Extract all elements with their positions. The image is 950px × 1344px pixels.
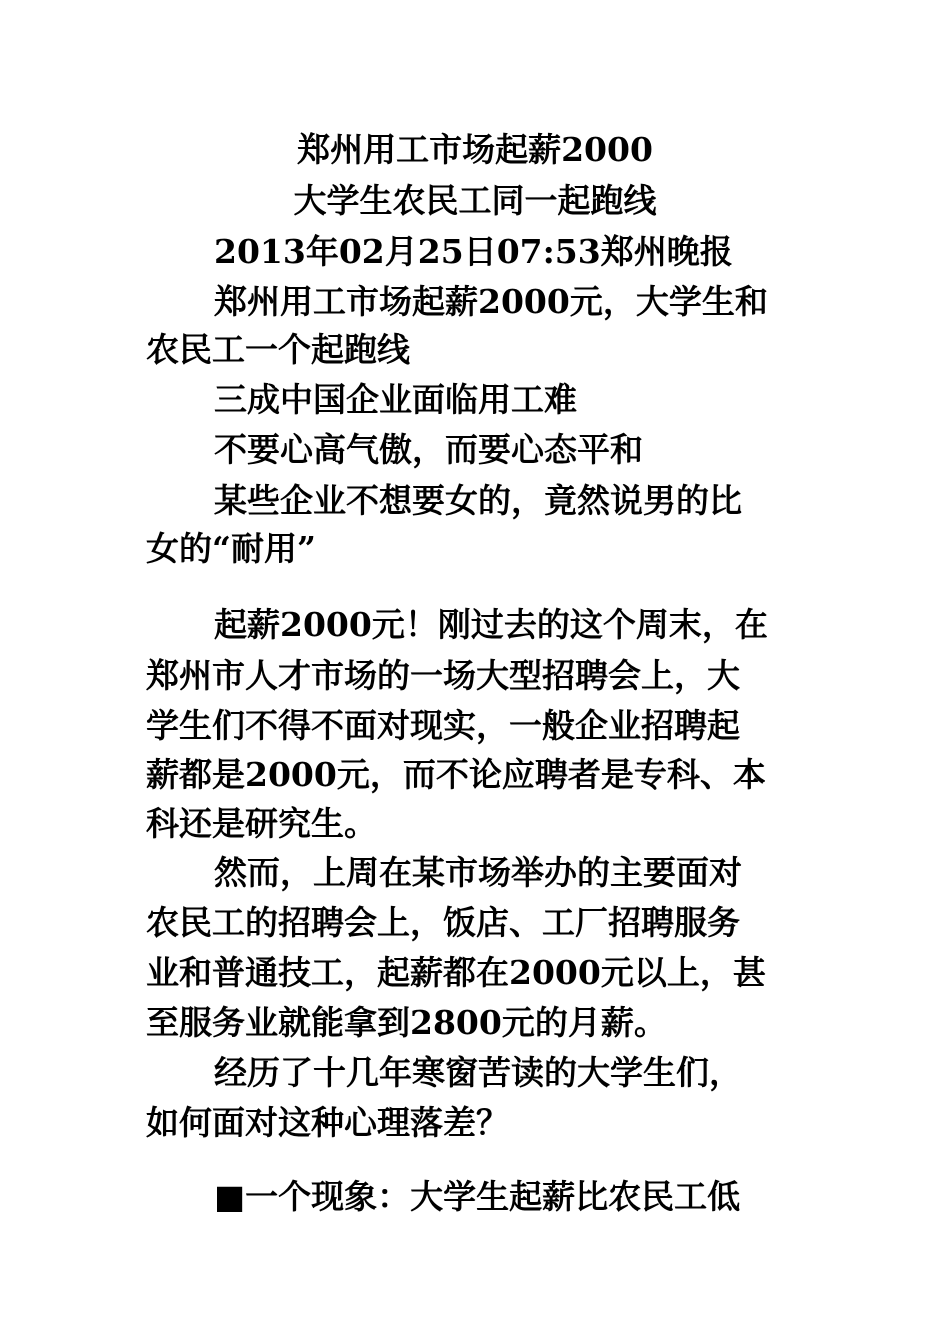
paragraph-2-line-3: 业和普通技工，起薪都在2000元以上，甚	[146, 953, 766, 992]
summary-point-3-line-2: 女的“耐用”	[146, 529, 316, 568]
title-line-2: 大学生农民工同一起跑线	[293, 181, 657, 220]
paragraph-1-line-2: 郑州市人才市场的一场大型招聘会上，大	[146, 656, 740, 695]
summary-headline-line-2: 农民工一个起跑线	[146, 330, 410, 369]
paragraph-1-line-1: 起薪2000元！刚过去的这个周末，在	[214, 605, 768, 644]
summary-headline-line-1: 郑州用工市场起薪2000元，大学生和	[214, 282, 768, 321]
paragraph-1-line-5: 科还是研究生。	[146, 804, 377, 843]
paragraph-1-line-3: 学生们不得不面对现实，一般企业招聘起	[146, 706, 740, 745]
paragraph-2-line-4: 至服务业就能拿到2800元的月薪。	[146, 1003, 667, 1042]
paragraph-2-line-2: 农民工的招聘会上，饭店、工厂招聘服务	[146, 903, 740, 942]
summary-point-3-line-1: 某些企业不想要女的，竟然说男的比	[214, 481, 742, 520]
paragraph-3-line-2: 如何面对这种心理落差？	[146, 1103, 509, 1142]
summary-point-1: 三成中国企业面临用工难	[214, 380, 577, 419]
paragraph-2-line-1: 然而，上周在某市场举办的主要面对	[214, 853, 742, 892]
paragraph-1-line-4: 薪都是2000元，而不论应聘者是专科、本	[146, 755, 766, 794]
section-heading: ■一个现象：大学生起薪比农民工低	[214, 1177, 741, 1216]
title-line-1: 郑州用工市场起薪2000	[297, 130, 653, 169]
paragraph-3-line-1: 经历了十几年寒窗苦读的大学生们，	[214, 1053, 742, 1092]
summary-point-2: 不要心高气傲，而要心态平和	[214, 430, 643, 469]
dateline: 2013年02月25日07:53郑州晚报	[214, 232, 733, 271]
